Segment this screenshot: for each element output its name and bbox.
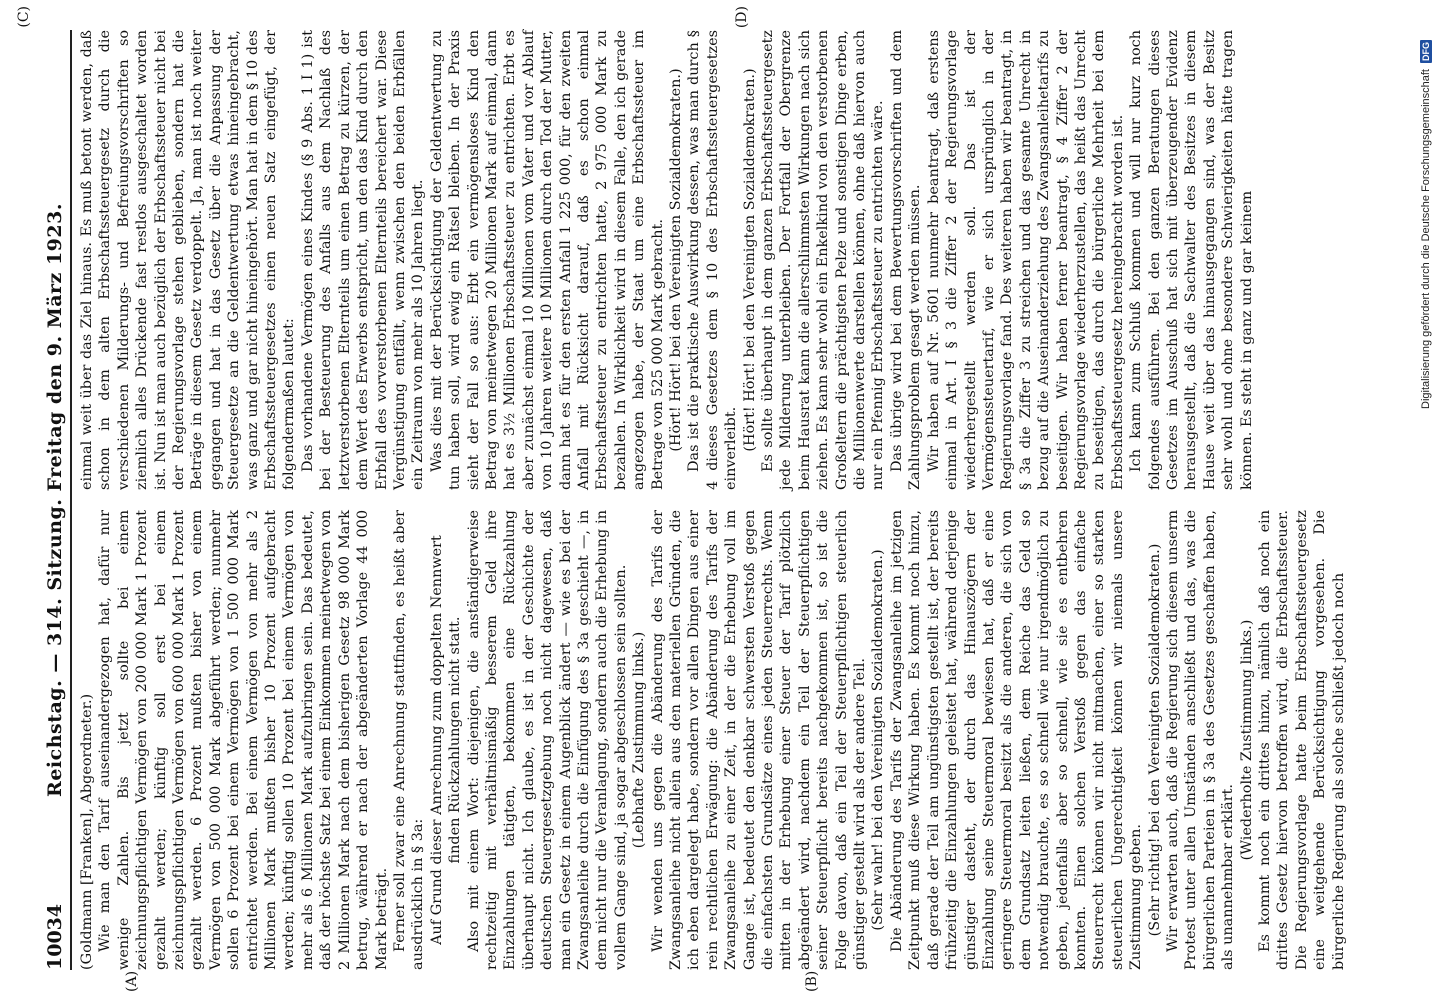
right-column (78, 30, 1338, 490)
interjection: (Lebhafte Zustimmung links.) (631, 631, 648, 849)
quotation: Das vorhandene Vermögen eines Kindes (§ 9 Abs. 1 I 1) ist bei der Besteuerung des Anfalls aus dem Nachlaß des letztverstorbenen Elternteils um einen Betrag zu kürzen, der dem Wert des Erwerbs entspricht, um den das Kind durch den Erbfall des vorverstorbenen Elternteils bereichert war. Diese Vergünstigung entfällt, wenn zwischen den beiden Erbfällen ein Zeitraum von mehr als 10 Jahren liegt. (299, 30, 427, 490)
digitization-note (1420, 40, 1432, 409)
paragraph: Was dies mit der Berücksichtigung der Geldentwertung zu tun haben soll, wird ewig ein Rätsel bleiben. In der Praxis sieht der Fall so aus: Erbt ein vermögensloses Kind den Betrag von meinetwegen 20 Millionen Mark auf einmal, dann hat es 3½ Millionen Erbschaftssteuer zu entrichten. Erbt es aber zunächst einmal 10 Millionen vom Vater und vor Ablauf von 10 Jahren weitere 10 Millionen durch den Tod der Mutter, dann hat es für den ersten Anfall 1 225 000, für den zweiten Anfall mit Rücksicht darauf, daß es schon einmal Erbschaftssteuer zu entrichten hatte, 2 975 000 Mark zu bezahlen. In Wirklichkeit wird in diesem Falle, den ich gerade angezogen habe, der Staat um eine Erbschaftssteuer im Betrage von 525 000 Mark gebracht. (428, 30, 666, 490)
text-columns (78, 29, 1347, 970)
paragraph: Das übrige wird bei dem Bewertungsvorschriften und dem Zahlungsproblem gesagt werden müssen. (888, 30, 924, 490)
margin-marker-d: (D) (734, 6, 750, 29)
left-column (78, 510, 1347, 970)
paragraph: Also mit einem Wort: diejenigen, die anständigerweise rechtzeitig mit verhältnismäßig besserem Geld ihre Einzahlungen tätigten, bekommen eine Rückzahlung überhaupt nicht. Ich glaube, es ist in der Geschichte der deutschen Steuergesetzgebung noch nicht dagewesen, daß man ein Gesetz in einem Augenblick ändert — wie es bei der Zwangsanleihe durch die Einfügung des § 3a geschieht —, in dem nicht nur die Veranlagung, sondern auch die Erhebung in vollem Gange sind, ja sogar abgeschlossen sein sollten. (465, 510, 629, 970)
paragraph: Es sollte überhaupt in dem ganzen Erbschaftssteuergesetz jede Milderung unterbleiben. Der Fortfall der Obergrenze beim Hausrat kann die allerschlimmsten Wirkungen nach sich ziehen. Es kann sehr wohl ein Enkelkind von den verstorbenen Großeltern die prächtigsten Pelze und sonstigen Dinge erben, die Millionenwerte darstellen können, ohne daß hiervon auch nur ein Pfennig Erbschaftssteuer zu entrichten wäre. (760, 29, 887, 490)
dfg-logo: DFG (1421, 42, 1431, 61)
paragraph: Das ist die praktische Auswirkung dessen, was man durch § 4 dieses Gesetzes dem § 10 des Erbschaftssteuergesetzes einverleibt. (686, 30, 740, 490)
paragraph: Ferner soll zwar eine Anrechnung stattfinden, es heißt aber ausdrücklich in § 3a: (391, 510, 427, 970)
paragraph: Wir erwarten auch, daß die Regierung sich diesem unserm Protest unter allen Umständen anschließt und das, was die bürgerlichen Parteien in § 3a des Gesetzes geschaffen haben, als unannehmbar erklärt. (1164, 510, 1237, 970)
speaker-line: (Goldmann [Franken], Abgeordneter.) (79, 693, 95, 970)
page-number: 10034 (44, 903, 66, 970)
paragraph: einmal weit über das Ziel hinaus. Es muß betont werden, daß schon in dem alten Erbschaftssteuergesetz durch die verschiedenen Milderungs- und Befreiungsvorschriften so ziemlich alles Drückende fast restlos ausgeschaltet worden ist. Nun ist man auch bezüglich der Erbschaftssteuer nicht bei der Regierungsvorlage stehen geblieben, sondern hat die Beträge in diesem Gesetz verdoppelt. Ja, man ist noch weiter gegangen und hat in das Gesetz über die Anpassung der Steuergesetze an die Geldentwertung etwas hineingebracht, was ganz und gar nicht hineingehört. Man hat in dem § 10 des Erbschaftssteuergesetzes einen neuen Satz eingefügt, der folgendermaßen lautet: (79, 30, 298, 490)
interjection: (Hört! Hört! bei den Vereinigten Sozialdemokraten.) (741, 68, 758, 452)
quotation: Auf Grund dieser Anrechnung zum doppelten Nennwert finden Rückzahlungen nicht statt. (428, 535, 464, 945)
paragraph: Wie man den Tarif auseinandergezogen hat, dafür nur wenige Zahlen. Bis jetzt sollte bei einem zeichnungspflichtigen Vermögen von 200 000 Mark 1 Prozent gezahlt werden; künftig soll erst bei einem zeichnungspflichtigen Vermögen von 600 000 Mark 1 Prozent gezahlt werden. 6 Prozent mußten bisher von einem Vermögen von 500 000 Mark abgeführt werden; nunmehr sollen 6 Prozent bei einem Vermögen von 1 500 000 Mark entrichtet werden. Bei einem Vermögen von mehr als 2 Millionen Mark mußten bisher 10 Prozent aufgebracht werden; künftig sollen 10 Prozent bei einem Vermögen von mehr als 6 Millionen Mark aufzubringen sein. Das bedeutet, daß der höchste Satz bei einem Einkommen meinetwegen von 2 Millionen Mark nach dem bisherigen Gesetz 98 000 Mark betrug, während er nach der abgeänderten Vorlage 44 000 Mark beträgt. (97, 510, 390, 970)
page-header (44, 30, 72, 970)
paragraph: Ich kann zum Schluß kommen und will nur kurz noch folgendes ausführen. Bei den ganzen Beratungen dieses Gesetzes im Ausschuß hat sich mit überzeugender Evidenz herausgestellt, daß die Sachwalter des Besitzes in diesem Hause weit über das hinausgegangen sind, was der Besitz sehr wohl und ohne besondere Schwierigkeiten hätte tragen können. Es steht in ganz und gar keinem (1128, 30, 1255, 490)
interjection: (Sehr richtig! bei den Vereinigten Sozialdemokraten.) (1146, 543, 1163, 937)
paragraph: Es kommt noch ein drittes hinzu, nämlich daß noch ein drittes Gesetz hiervon betroffen wird, die Erbschaftssteuer. Die Regierungsvorlage hatte beim Erbschaftssteuergesetz eine weitgehende Berücksichtigung vorgesehen. Die bürgerliche Regierung als solche schließt jedoch noch (1257, 510, 1347, 970)
margin-marker-a: (A) (124, 970, 140, 992)
interjection: (Hört! Hört! bei den Vereinigten Sozialdemokraten.) (668, 68, 684, 452)
margin-marker-c: (C) (16, 6, 32, 28)
page-title: Reichstag. — 314. Sitzung. Freitag den 9. März 1923. (44, 203, 66, 797)
interjection: (Sehr wahr! bei den Vereinigten Sozialdemokraten.) (870, 549, 887, 931)
digitization-text: Digitalisierung gefördert durch die Deutsche Forschungsgemeinschaft (1420, 69, 1432, 409)
paragraph: Wir wenden uns gegen die Abänderung des Tarifs der Zwangsanleihe nicht allein aus den materiellen Gründen, die ich eben dargelegt habe, sondern vor allen Dingen aus einer rein rechtlichen Erwägung: die Abänderung des Tarifs der Zwangsanleihe zu einer Zeit, in der die Erhebung voll im Gange ist, bedeutet den denkbar schwersten Verstoß gegen die einfachsten Grundsätze eines jeden Steuerrechts. Wenn mitten in der Erhebung einer Steuer der Tarif plötzlich abgeändert wird, nachdem ein Teil der Steuerpflichtigen seiner Steuerpflicht bereits nachgekommen ist, so ist die Folge davon, daß ein Teil der Steuerpflichtigen steuerlich günstiger gestellt wird als der andere Teil. (649, 510, 869, 970)
paragraph: Wir haben auf Nr. 5601 nunmehr beantragt, daß erstens einmal in Art. I § 3 die Ziffer 2 der Regierungsvorlage wiederhergestellt werden soll. Das ist der Vermögenssteuertarif, wie er sich ursprünglich in der Regierungsvorlage fand. Des weiteren haben wir beantragt, in § 3a die Ziffer 3 zu streichen und das gesamte Unrecht in bezug auf die Auseinanderziehung des Zwangsanleihetarifs zu beseitigen. Wir haben ferner beantragt, § 4 Ziffer 2 der Regierungsvorlage wiederherzustellen, das heißt das Unrecht zu beseitigen, das durch die bürgerliche Mehrheit bei dem Erbschaftssteuergesetz hereingebracht worden ist. (925, 30, 1126, 490)
interjection: (Wiederholte Zustimmung links.) (1238, 619, 1255, 861)
paragraph: Die Abänderung des Tarifs der Zwangsanleihe im jetzigen Zeitpunkt muß diese Wirkung haben. Es kommt noch hinzu, daß gerade der Teil am ungünstigsten gestellt ist, der bereits frühzeitig die Einzahlungen geleistet hat, während derjenige günstiger dasteht, der durch das Hinauszögern der Einzahlung seine Steuermoral bewiesen hat, daß er eine geringere Steuermoral besitzt als die anderen, die sich von dem Grundsatz leiten ließen, dem Reiche das Geld so notwendig brauchte, es so schnell wie nur irgendmöglich zu geben, jedenfalls aber so schnell, wie sie es entbehren konnten. Einen solchen Verstoß gegen das einfache Steuerrecht können wir nicht mitmachen, einer so starken steuerlichen Ungerechtigkeit können wir niemals unsere Zustimmung geben. (888, 510, 1145, 970)
margin-marker-b: (B) (804, 970, 820, 992)
